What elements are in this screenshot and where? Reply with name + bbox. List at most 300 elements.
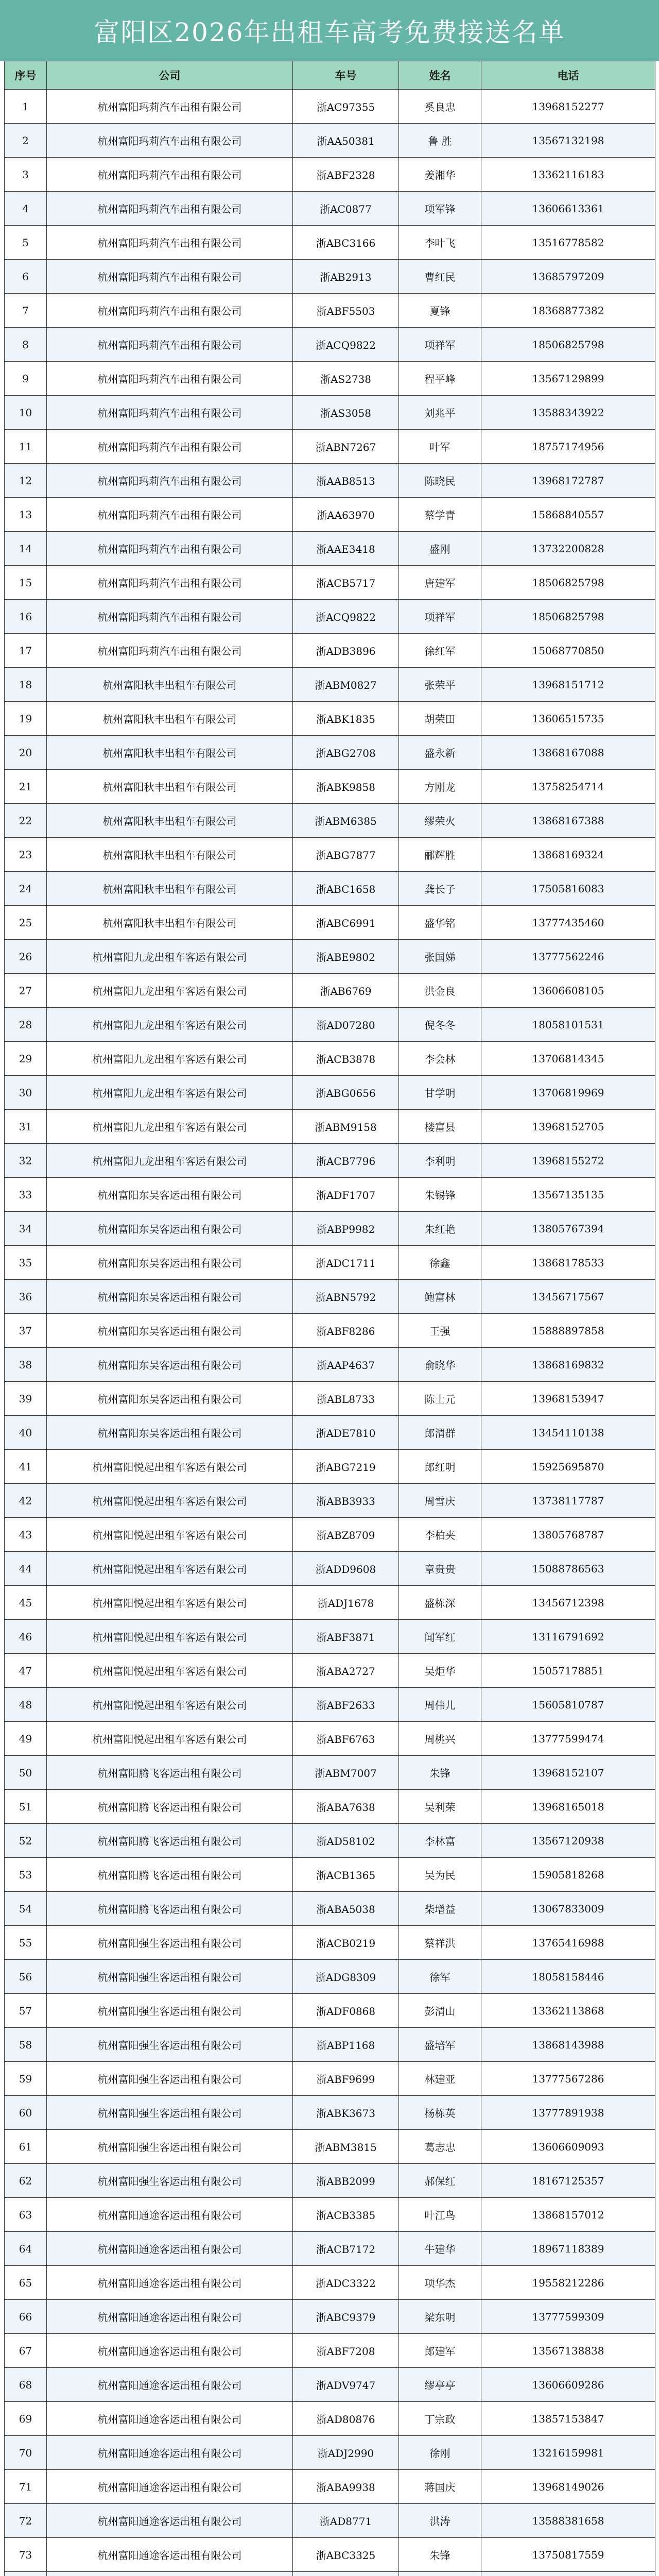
cell-company: 杭州富阳九龙出租车客运有限公司 xyxy=(47,974,293,1008)
cell-name: 郝保红 xyxy=(399,2164,481,2198)
cell-name: 朱锡锋 xyxy=(399,1178,481,1212)
cell-company: 杭州富阳秋丰出租车有限公司 xyxy=(47,702,293,736)
cell-index: 23 xyxy=(5,838,47,872)
cell-index: 17 xyxy=(5,634,47,668)
table-row xyxy=(5,2130,655,2164)
cell-name: 盛华铭 xyxy=(399,906,481,940)
cell-name: 吴为民 xyxy=(399,1858,481,1892)
cell-phone: 13868167088 xyxy=(481,736,655,770)
cell-index: 30 xyxy=(5,1076,47,1110)
cell-name: 吴炬华 xyxy=(399,1654,481,1688)
cell-plate: 浙AA63970 xyxy=(293,498,399,532)
cell-index: 32 xyxy=(5,1144,47,1178)
cell-company: 杭州富阳东吴客运出租有限公司 xyxy=(47,1212,293,1246)
cell-company: 杭州富阳强生客运出租有限公司 xyxy=(47,1994,293,2028)
cell-name: 丁宗政 xyxy=(399,2402,481,2436)
cell-name: 李叶飞 xyxy=(399,226,481,260)
column-header-plate: 车号 xyxy=(293,61,399,90)
table-row xyxy=(5,464,655,498)
cell-name: 夏锋 xyxy=(399,294,481,328)
cell-phone: 13777567286 xyxy=(481,2062,655,2096)
cell-phone: 13777599309 xyxy=(481,2300,655,2334)
cell-phone: 13606609286 xyxy=(481,2368,655,2402)
cell-name: 叶军 xyxy=(399,430,481,464)
cell-index: 25 xyxy=(5,906,47,940)
cell-index: 46 xyxy=(5,1620,47,1654)
cell-name: 郎渭群 xyxy=(399,1416,481,1450)
cell-plate: 浙ADJ2990 xyxy=(293,2436,399,2470)
cell-phone: 13968153947 xyxy=(481,1382,655,1416)
table-row xyxy=(5,1620,655,1654)
cell-plate: 浙AAP4637 xyxy=(293,1348,399,1382)
cell-plate: 浙ADC1711 xyxy=(293,1246,399,1280)
cell-company: 杭州富阳九龙出租车客运有限公司 xyxy=(47,1042,293,1076)
cell-phone: 15868840557 xyxy=(481,498,655,532)
cell-company: 杭州富阳悦起出租车客运有限公司 xyxy=(47,1518,293,1552)
table-row xyxy=(5,1858,655,1892)
cell-phone: 13868167388 xyxy=(481,804,655,838)
cell-company: 杭州富阳悦起出租车客运有限公司 xyxy=(47,1722,293,1756)
table-row xyxy=(5,2300,655,2334)
cell-index: 31 xyxy=(5,1110,47,1144)
cell-company: 杭州富阳强生客运出租有限公司 xyxy=(47,2130,293,2164)
cell-phone: 13968172787 xyxy=(481,464,655,498)
cell-plate: 浙AS2738 xyxy=(293,362,399,396)
table-row xyxy=(5,1688,655,1722)
table-row xyxy=(5,2368,655,2402)
cell-phone: 13868169324 xyxy=(481,838,655,872)
cell-phone: 18757174956 xyxy=(481,430,655,464)
cell-company: 杭州富阳玛莉汽车出租有限公司 xyxy=(47,328,293,362)
cell-company: 杭州富阳九龙出租车客运有限公司 xyxy=(47,1144,293,1178)
cell-phone: 13606613361 xyxy=(481,192,655,226)
table-row xyxy=(5,1586,655,1620)
cell-plate: 浙ABA9938 xyxy=(293,2470,399,2504)
cell-company: 杭州富阳通途客运出租有限公司 xyxy=(47,2334,293,2368)
cell-index: 33 xyxy=(5,1178,47,1212)
cell-plate: 浙ACQ9822 xyxy=(293,328,399,362)
cell-index: 60 xyxy=(5,2096,47,2130)
cell-company: 杭州富阳秋丰出租车有限公司 xyxy=(47,838,293,872)
cell-company: 杭州富阳玛莉汽车出租有限公司 xyxy=(47,532,293,566)
cell-plate: 浙AD8771 xyxy=(293,2504,399,2538)
cell-index: 40 xyxy=(5,1416,47,1450)
cell-index: 16 xyxy=(5,600,47,634)
table-row xyxy=(5,294,655,328)
cell-phone: 13765416988 xyxy=(481,1926,655,1960)
cell-plate xyxy=(293,2572,399,2576)
table-row xyxy=(5,1246,655,1280)
cell-name: 陈晓民 xyxy=(399,464,481,498)
cell-phone: 13777435460 xyxy=(481,906,655,940)
cell-company: 杭州富阳玛莉汽车出租有限公司 xyxy=(47,124,293,158)
cell-index: 61 xyxy=(5,2130,47,2164)
cell-company: 杭州富阳通途客运出租有限公司 xyxy=(47,2504,293,2538)
cell-phone: 15068770850 xyxy=(481,634,655,668)
cell-plate: 浙ABC3325 xyxy=(293,2538,399,2572)
table-row xyxy=(5,1552,655,1586)
cell-name: 盛刚 xyxy=(399,532,481,566)
cell-plate: 浙ACQ9822 xyxy=(293,600,399,634)
cell-phone: 13588343922 xyxy=(481,396,655,430)
cell-phone: 13750817559 xyxy=(481,2538,655,2572)
cell-index: 44 xyxy=(5,1552,47,1586)
cell-plate: 浙ADD9608 xyxy=(293,1552,399,1586)
table-row xyxy=(5,1654,655,1688)
table-row xyxy=(5,2504,655,2538)
cell-phone: 13777599474 xyxy=(481,1722,655,1756)
cell-name: 张荣平 xyxy=(399,668,481,702)
table-row xyxy=(5,226,655,260)
cell-index: 19 xyxy=(5,702,47,736)
cell-index: 11 xyxy=(5,430,47,464)
table-row xyxy=(5,260,655,294)
cell-index: 71 xyxy=(5,2470,47,2504)
cell-company: 杭州富阳秋丰出租车有限公司 xyxy=(47,668,293,702)
cell-company: 杭州富阳东吴客运出租有限公司 xyxy=(47,1416,293,1450)
cell-name: 杨栋英 xyxy=(399,2096,481,2130)
cell-index: 63 xyxy=(5,2198,47,2232)
table-row xyxy=(5,2266,655,2300)
cell-company: 杭州富阳悦起出租车客运有限公司 xyxy=(47,1484,293,1518)
cell-name: 俞晓华 xyxy=(399,1348,481,1382)
cell-name: 李利明 xyxy=(399,1144,481,1178)
cell-plate: 浙ABB3933 xyxy=(293,1484,399,1518)
cell-name: 程平峰 xyxy=(399,362,481,396)
cell-company: 杭州富阳九龙出租车客运有限公司 xyxy=(47,940,293,974)
table-row xyxy=(5,702,655,736)
cell-plate: 浙ABC9379 xyxy=(293,2300,399,2334)
cell-phone: 13067833009 xyxy=(481,1892,655,1926)
cell-plate: 浙ABP1168 xyxy=(293,2028,399,2062)
cell-plate: 浙ACB0219 xyxy=(293,1926,399,1960)
cell-index: 12 xyxy=(5,464,47,498)
cell-plate: 浙AD80876 xyxy=(293,2402,399,2436)
table-row xyxy=(5,1756,655,1790)
cell-plate: 浙ADJ1678 xyxy=(293,1586,399,1620)
cell-name: 方刚龙 xyxy=(399,770,481,804)
table-row xyxy=(5,498,655,532)
cell-company: 杭州富阳强生客运出租有限公司 xyxy=(47,2164,293,2198)
cell-plate: 浙AS3058 xyxy=(293,396,399,430)
cell-company: 杭州富阳腾飞客运出租有限公司 xyxy=(47,1858,293,1892)
cell-phone: 13567135135 xyxy=(481,1178,655,1212)
cell-company: 杭州富阳九龙出租车客运有限公司 xyxy=(47,1008,293,1042)
cell-name: 郎建军 xyxy=(399,2334,481,2368)
table-row xyxy=(5,1926,655,1960)
cell-plate: 浙AB6769 xyxy=(293,974,399,1008)
cell-index xyxy=(5,2572,47,2576)
cell-index: 7 xyxy=(5,294,47,328)
cell-company: 杭州富阳玛莉汽车出租有限公司 xyxy=(47,634,293,668)
cell-phone: 13456712398 xyxy=(481,1586,655,1620)
table-row xyxy=(5,362,655,396)
cell-index: 3 xyxy=(5,158,47,192)
cell-company: 杭州富阳东吴客运出租有限公司 xyxy=(47,1348,293,1382)
table-row xyxy=(5,2402,655,2436)
table-row xyxy=(5,1518,655,1552)
cell-company: 杭州富阳通途客运出租有限公司 xyxy=(47,2402,293,2436)
cell-plate: 浙ABF8286 xyxy=(293,1314,399,1348)
cell-company: 杭州富阳玛莉汽车出租有限公司 xyxy=(47,566,293,600)
table-row xyxy=(5,2164,655,2198)
cell-company: 杭州富阳玛莉汽车出租有限公司 xyxy=(47,498,293,532)
cell-name: 郎红明 xyxy=(399,1450,481,1484)
cell-name: 徐鑫 xyxy=(399,1246,481,1280)
cell-plate: 浙ABB2099 xyxy=(293,2164,399,2198)
table-row xyxy=(5,2062,655,2096)
cell-index: 62 xyxy=(5,2164,47,2198)
cell-phone xyxy=(481,2572,655,2576)
cell-name: 项华杰 xyxy=(399,2266,481,2300)
column-header-index: 序号 xyxy=(5,61,47,90)
cell-index: 29 xyxy=(5,1042,47,1076)
table-row xyxy=(5,940,655,974)
cell-name xyxy=(399,2572,481,2576)
cell-plate: 浙AD07280 xyxy=(293,1008,399,1042)
cell-plate: 浙ABK9858 xyxy=(293,770,399,804)
cell-company: 杭州富阳玛莉汽车出租有限公司 xyxy=(47,396,293,430)
cell-name: 周伟儿 xyxy=(399,1688,481,1722)
cell-plate: 浙ABZ8709 xyxy=(293,1518,399,1552)
table-row xyxy=(5,872,655,906)
cell-phone: 13685797209 xyxy=(481,260,655,294)
cell-name: 王强 xyxy=(399,1314,481,1348)
cell-plate: 浙ABG0656 xyxy=(293,1076,399,1110)
page-title: 富阳区2026年出租车高考免费接送名单 xyxy=(94,18,565,47)
cell-name: 胡荣田 xyxy=(399,702,481,736)
cell-plate: 浙ABM7007 xyxy=(293,1756,399,1790)
table-row xyxy=(5,634,655,668)
cell-index: 13 xyxy=(5,498,47,532)
cell-name: 项军锋 xyxy=(399,192,481,226)
cell-plate: 浙ACB3878 xyxy=(293,1042,399,1076)
table-row xyxy=(5,1960,655,1994)
cell-name: 鲁 胜 xyxy=(399,124,481,158)
cell-phone: 13732200828 xyxy=(481,532,655,566)
cell-company: 杭州富阳九龙出租车客运有限公司 xyxy=(47,1076,293,1110)
cell-plate: 浙ABG7877 xyxy=(293,838,399,872)
cell-index: 34 xyxy=(5,1212,47,1246)
cell-company: 杭州富阳通途客运出租有限公司 xyxy=(47,2538,293,2572)
cell-index: 72 xyxy=(5,2504,47,2538)
cell-index: 4 xyxy=(5,192,47,226)
cell-index: 1 xyxy=(5,90,47,124)
cell-name: 陈士元 xyxy=(399,1382,481,1416)
cell-index: 53 xyxy=(5,1858,47,1892)
cell-phone: 13706819969 xyxy=(481,1076,655,1110)
cell-name: 蔡祥洪 xyxy=(399,1926,481,1960)
cell-company: 杭州富阳通途客运出租有限公司 xyxy=(47,2368,293,2402)
cell-plate: 浙ACB1365 xyxy=(293,1858,399,1892)
cell-phone: 13968155272 xyxy=(481,1144,655,1178)
cell-phone: 13777562246 xyxy=(481,940,655,974)
cell-phone: 15888897858 xyxy=(481,1314,655,1348)
cell-plate: 浙ABF2328 xyxy=(293,158,399,192)
cell-phone: 13456717567 xyxy=(481,1280,655,1314)
cell-company: 杭州富阳秋丰出租车有限公司 xyxy=(47,736,293,770)
cell-phone: 18506825798 xyxy=(481,328,655,362)
table-row xyxy=(5,192,655,226)
cell-index: 49 xyxy=(5,1722,47,1756)
cell-phone: 13758254714 xyxy=(481,770,655,804)
cell-index: 18 xyxy=(5,668,47,702)
table-row xyxy=(5,1892,655,1926)
cell-company: 杭州富阳东吴客运出租有限公司 xyxy=(47,1382,293,1416)
cell-phone: 13868157012 xyxy=(481,2198,655,2232)
cell-company: 杭州富阳玛莉汽车出租有限公司 xyxy=(47,90,293,124)
cell-index: 70 xyxy=(5,2436,47,2470)
cell-plate: 浙ABK1835 xyxy=(293,702,399,736)
table-row xyxy=(5,1790,655,1824)
cell-plate: 浙ABF9699 xyxy=(293,2062,399,2096)
cell-plate: 浙ACB5717 xyxy=(293,566,399,600)
cell-company: 杭州富阳玛莉汽车出租有限公司 xyxy=(47,464,293,498)
table-row xyxy=(5,2232,655,2266)
table-row xyxy=(5,1110,655,1144)
cell-company: 杭州富阳通途客运出租有限公司 xyxy=(47,2198,293,2232)
cell-phone: 17505816083 xyxy=(481,872,655,906)
cell-phone: 18058158446 xyxy=(481,1960,655,1994)
table-header-row xyxy=(5,61,655,90)
table-row xyxy=(5,2334,655,2368)
cell-phone: 19558212286 xyxy=(481,2266,655,2300)
table-row xyxy=(5,396,655,430)
cell-name: 梁东明 xyxy=(399,2300,481,2334)
cell-name: 缪荣火 xyxy=(399,804,481,838)
cell-plate: 浙AD58102 xyxy=(293,1824,399,1858)
cell-company: 杭州富阳玛莉汽车出租有限公司 xyxy=(47,158,293,192)
cell-phone: 13454110138 xyxy=(481,1416,655,1450)
cell-phone: 13968152705 xyxy=(481,1110,655,1144)
cell-index: 48 xyxy=(5,1688,47,1722)
cell-company: 杭州富阳玛莉汽车出租有限公司 xyxy=(47,430,293,464)
cell-index: 35 xyxy=(5,1246,47,1280)
cell-name: 李柏夹 xyxy=(399,1518,481,1552)
cell-plate: 浙ABC3166 xyxy=(293,226,399,260)
cell-name: 刘兆平 xyxy=(399,396,481,430)
table-row xyxy=(5,1484,655,1518)
cell-index: 5 xyxy=(5,226,47,260)
cell-name: 盛永新 xyxy=(399,736,481,770)
cell-plate: 浙ABC6991 xyxy=(293,906,399,940)
table-row xyxy=(5,770,655,804)
cell-plate: 浙AAB8513 xyxy=(293,464,399,498)
cell-plate: 浙ABF5503 xyxy=(293,294,399,328)
cell-index: 8 xyxy=(5,328,47,362)
cell-name: 鲍富林 xyxy=(399,1280,481,1314)
cell-index: 67 xyxy=(5,2334,47,2368)
cell-index: 42 xyxy=(5,1484,47,1518)
cell-plate: 浙ACB7172 xyxy=(293,2232,399,2266)
cell-company: 杭州富阳强生客运出租有限公司 xyxy=(47,2062,293,2096)
cell-company: 杭州富阳通途客运出租有限公司 xyxy=(47,2300,293,2334)
cell-phone: 13516778582 xyxy=(481,226,655,260)
cell-plate: 浙ABM6385 xyxy=(293,804,399,838)
cell-index: 38 xyxy=(5,1348,47,1382)
cell-company: 杭州富阳悦起出租车客运有限公司 xyxy=(47,1620,293,1654)
cell-company: 杭州富阳悦起出租车客运有限公司 xyxy=(47,1552,293,1586)
cell-index: 9 xyxy=(5,362,47,396)
column-header-company: 公司 xyxy=(47,61,293,90)
cell-name: 柴增益 xyxy=(399,1892,481,1926)
cell-plate: 浙ABK3673 xyxy=(293,2096,399,2130)
cell-index: 55 xyxy=(5,1926,47,1960)
column-header-name: 姓名 xyxy=(399,61,481,90)
cell-name: 奚良忠 xyxy=(399,90,481,124)
table-row xyxy=(5,1076,655,1110)
cell-name: 项祥军 xyxy=(399,600,481,634)
table-row xyxy=(5,1212,655,1246)
table-row xyxy=(5,2538,655,2572)
cell-plate: 浙ABP9982 xyxy=(293,1212,399,1246)
table-row xyxy=(5,1280,655,1314)
table-row xyxy=(5,328,655,362)
cell-company: 杭州富阳腾飞客运出租有限公司 xyxy=(47,1892,293,1926)
cell-phone: 13216159981 xyxy=(481,2436,655,2470)
cell-phone: 15057178851 xyxy=(481,1654,655,1688)
cell-company: 杭州富阳通途客运出租有限公司 xyxy=(47,2436,293,2470)
cell-plate: 浙ABE9802 xyxy=(293,940,399,974)
cell-name: 周雪庆 xyxy=(399,1484,481,1518)
cell-index: 37 xyxy=(5,1314,47,1348)
table-row xyxy=(5,974,655,1008)
cell-name: 楼富县 xyxy=(399,1110,481,1144)
table-row xyxy=(5,906,655,940)
cell-index: 20 xyxy=(5,736,47,770)
cell-index: 50 xyxy=(5,1756,47,1790)
cell-name: 周桃兴 xyxy=(399,1722,481,1756)
cell-plate: 浙AA50381 xyxy=(293,124,399,158)
cell-name: 彭渭山 xyxy=(399,1994,481,2028)
cell-plate: 浙ADF0868 xyxy=(293,1994,399,2028)
cell-phone: 18506825798 xyxy=(481,600,655,634)
cell-name: 李林富 xyxy=(399,1824,481,1858)
cell-index: 45 xyxy=(5,1586,47,1620)
cell-phone: 15905818268 xyxy=(481,1858,655,1892)
cell-name: 倪冬冬 xyxy=(399,1008,481,1042)
cell-company: 杭州富阳腾飞客运出租有限公司 xyxy=(47,1756,293,1790)
cell-company: 杭州富阳玛莉汽车出租有限公司 xyxy=(47,260,293,294)
cell-index: 51 xyxy=(5,1790,47,1824)
cell-company: 杭州富阳秋丰出租车有限公司 xyxy=(47,804,293,838)
table-row xyxy=(5,158,655,192)
cell-index: 59 xyxy=(5,2062,47,2096)
cell-plate: 浙AC0877 xyxy=(293,192,399,226)
cell-index: 54 xyxy=(5,1892,47,1926)
cell-name: 蒋国庆 xyxy=(399,2470,481,2504)
cell-phone: 13968151712 xyxy=(481,668,655,702)
cell-phone: 13362116183 xyxy=(481,158,655,192)
cell-phone: 13606609093 xyxy=(481,2130,655,2164)
cell-phone: 18506825798 xyxy=(481,566,655,600)
cell-company: 杭州富阳东吴客运出租有限公司 xyxy=(47,1246,293,1280)
cell-name: 徐红军 xyxy=(399,634,481,668)
cell-company: 杭州富阳通途客运出租有限公司 xyxy=(47,2232,293,2266)
cell-phone: 13606608105 xyxy=(481,974,655,1008)
taxi-list-table xyxy=(4,61,655,2576)
table-row xyxy=(5,804,655,838)
cell-plate: 浙ABN7267 xyxy=(293,430,399,464)
cell-name: 蔡学青 xyxy=(399,498,481,532)
cell-index: 64 xyxy=(5,2232,47,2266)
cell-index: 58 xyxy=(5,2028,47,2062)
table-row xyxy=(5,430,655,464)
cell-plate: 浙ABL8733 xyxy=(293,1382,399,1416)
cell-phone: 13116791692 xyxy=(481,1620,655,1654)
cell-plate: 浙ABM0827 xyxy=(293,668,399,702)
cell-plate: 浙ADB3896 xyxy=(293,634,399,668)
